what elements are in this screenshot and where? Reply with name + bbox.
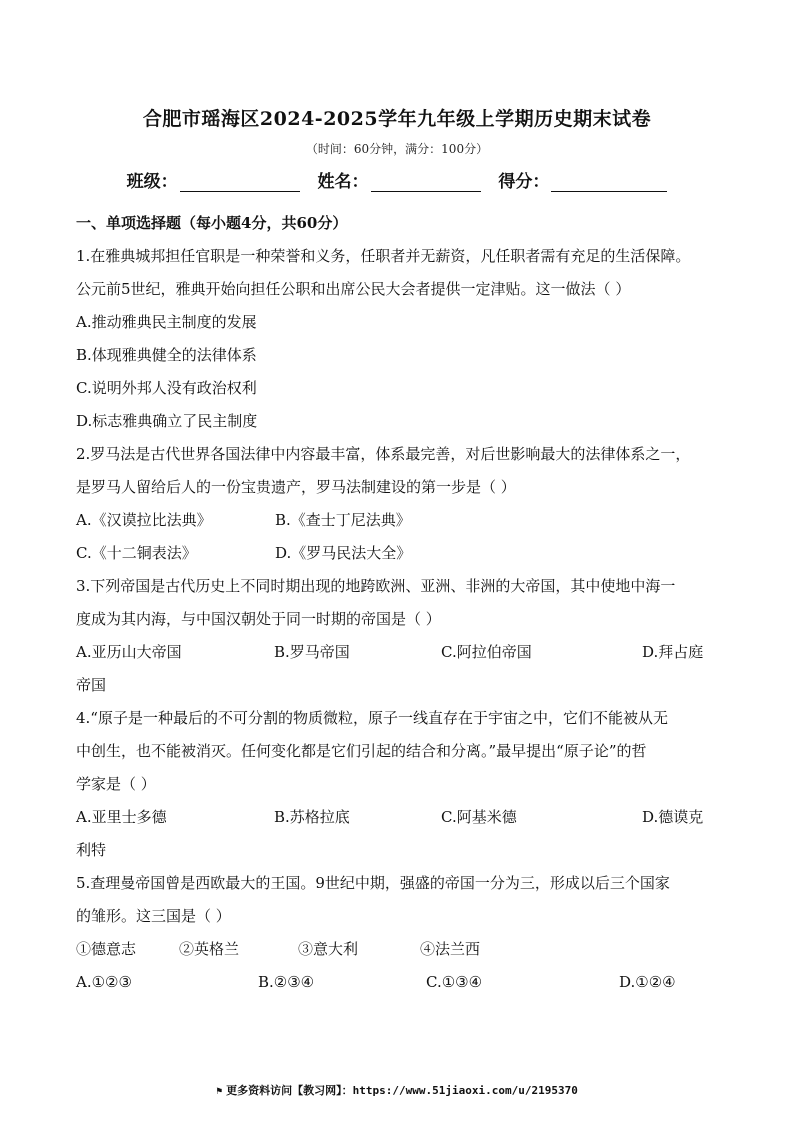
q2-option-a: A.《汉谟拉比法典》 (76, 511, 212, 529)
q4-option-a: A.亚里士多德 (76, 808, 167, 826)
q5-option-d: D.①②④ (619, 973, 676, 991)
q5-item-2: ②英格兰 (179, 940, 240, 958)
q5-option-a: A.①②③ (76, 973, 132, 991)
q2-line2: 是罗马人留给后人的一份宝贵遗产，罗马法制建设的第一步是（ ） (76, 478, 516, 496)
q1-option-c: C.说明外邦人没有政治权利 (76, 379, 257, 397)
q4-line3: 学家是（ ） (76, 775, 156, 793)
q2-option-c: C.《十二铜表法》 (76, 544, 197, 562)
q5-line2: 的雏形。这三国是（ ） (76, 907, 231, 925)
questions (76, 240, 722, 999)
q5-option-c: C.①③④ (426, 973, 483, 991)
q4-option-b: B.苏格拉底 (274, 808, 350, 826)
exam-title: 合肥市瑶海区2024-2025学年九年级上学期历史期末试卷 (142, 108, 652, 130)
exam-subtitle: （时间：60分钟，满分：100分） (305, 142, 489, 156)
q3-line1: 3.下列帝国是古代历史上不同时期出现的地跨欧洲、亚洲、非洲的大帝国，其中使地中海一 (76, 577, 676, 595)
q2-line1: 2.罗马法是古代世界各国法律中内容最丰富，体系最完善，对后世影响最大的法律体系之一， (76, 445, 691, 463)
q2-options-row2 (76, 537, 722, 570)
q4-line1: 4.“原子是一种最后的不可分割的物质微粒，原子一线直存在于宇宙之中，它们不能被从无 (76, 709, 668, 727)
q5-item-3: ③意大利 (298, 940, 359, 958)
q2-option-b: B.《查士丁尼法典》 (275, 511, 411, 529)
q2-option-d: D.《罗马民法大全》 (275, 544, 412, 562)
name-blank[interactable] (371, 173, 481, 192)
flag-icon: ⚑ (216, 1086, 223, 1097)
q4-option-c: C.阿基米德 (441, 808, 517, 826)
q1-line1: 1.在雅典城邦担任官职是一种荣誉和义务，任职者并无薪资，凡任职者需有充足的生活保障。 (76, 247, 691, 265)
class-field (127, 167, 300, 192)
q3-option-b: B.罗马帝国 (274, 643, 350, 661)
section-title: 一、单项选择题（每小题4分，共60分） (76, 214, 348, 232)
footer-link[interactable]: 更多资料访问【教习网】：https://www.51jiaoxi.com/u/2195370 (226, 1084, 578, 1097)
q5-item-1: ①德意志 (76, 940, 137, 958)
q1-option-b: B.体现雅典健全的法律体系 (76, 346, 257, 364)
q3-option-a: A.亚历山大帝国 (76, 643, 182, 661)
class-blank[interactable] (180, 173, 300, 192)
name-field (318, 167, 481, 192)
q4-option-d: D.德谟克 (642, 808, 704, 826)
score-field (498, 167, 667, 192)
footer (0, 1082, 794, 1098)
q3-options-row (76, 636, 722, 669)
q3-option-d-continued: 帝国 (76, 676, 107, 694)
q5-line1: 5.查理曼帝国曾是西欧最大的王国。9世纪中期，强盛的帝国一分为三，形成以后三个国家 (76, 874, 670, 892)
name-label: 姓名： (317, 172, 369, 192)
q3-line2: 度成为其内海，与中国汉朝处于同一时期的帝国是（ ） (76, 610, 441, 628)
q3-option-d: D.拜占庭 (642, 643, 704, 661)
class-label: 班级： (126, 172, 178, 192)
q4-line2: 中创生，也不能被消灭。任何变化都是它们引起的结合和分离。”最早提出“原子论”的哲 (76, 742, 647, 760)
q5-items-row (76, 933, 722, 966)
q1-line2: 公元前5世纪，雅典开始向担任公职和出席公民大会者提供一定津贴。这一做法（ ） (76, 280, 631, 298)
q5-option-b: B.②③④ (258, 973, 315, 991)
score-blank[interactable] (551, 173, 667, 192)
student-info-row (0, 167, 794, 192)
q3-option-c: C.阿拉伯帝国 (441, 643, 532, 661)
q4-options-row (76, 801, 722, 834)
q4-option-d-continued: 利特 (76, 841, 107, 859)
q5-options-row (76, 966, 722, 999)
q2-options-row1 (76, 504, 722, 537)
q5-item-4: ④法兰西 (420, 940, 481, 958)
q1-option-d: D.标志雅典确立了民主制度 (76, 412, 258, 430)
score-label: 得分： (498, 172, 550, 192)
q1-option-a: A.推动雅典民主制度的发展 (76, 313, 257, 331)
